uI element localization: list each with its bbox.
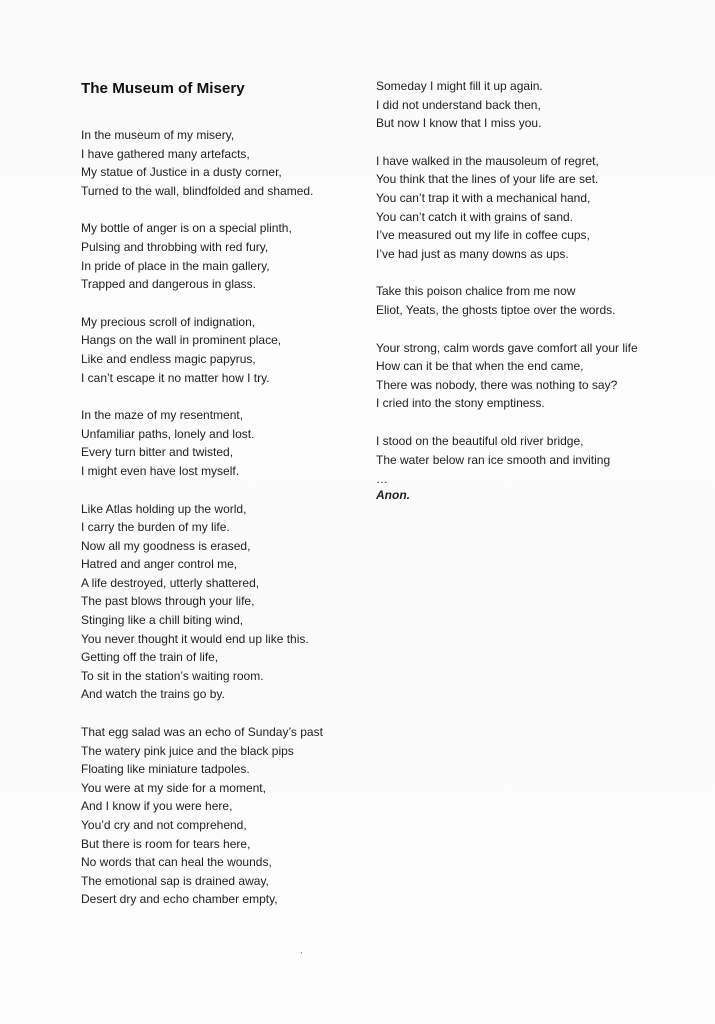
left-stanza (81, 313, 356, 387)
poem-line: In pride of place in the main gallery, (81, 258, 270, 273)
poem-line: I cried into the stony emptiness. (376, 396, 545, 411)
poem-line: Now all my goodness is erased, (81, 538, 251, 553)
poem-line: Stinging like a chill biting wind, (81, 613, 244, 628)
poem-line: My precious scroll of indignation, (81, 314, 256, 329)
poem-line: You’d cry and not comprehend, (81, 818, 247, 832)
poem-line: And I know if you were here, (81, 799, 233, 814)
left-stanza (81, 406, 356, 480)
poem-line: The water below ran ice smooth and inviting (376, 452, 611, 467)
poem-line: My statue of Justice in a dusty corner, (81, 165, 282, 180)
poem-line: Eliot, Yeats, the ghosts tiptoe over the words. (376, 302, 616, 317)
left-stanzas (81, 126, 356, 909)
right-stanza (376, 152, 666, 264)
poem-line: Like and endless magic papyrus, (81, 351, 256, 366)
poem-line: I carry the burden of my life. (81, 520, 230, 535)
poem-line: Like Atlas holding up the world, (81, 501, 247, 516)
poem-line: You were at my side for a moment, (81, 780, 266, 795)
poem-line: In the maze of my resentment, (81, 408, 244, 423)
poem-line: I have gathered many artefacts, (81, 146, 250, 161)
left-column (81, 79, 356, 928)
poem-line: You can’t trap it with a mechanical hand, (376, 190, 591, 205)
poem-line: Trapped and dangerous in glass. (81, 277, 257, 292)
poem-line: A life destroyed, utterly shattered, (81, 575, 260, 590)
poem-line: I might even have lost myself. (81, 463, 240, 478)
poem-line: The past blows through your life, (81, 594, 255, 609)
poem-line: Unfamiliar paths, lonely and lost. (81, 426, 255, 441)
poem-line: My bottle of anger is on a special plinth, (81, 221, 292, 236)
poem-line: You think that the lines of your life are set. (376, 172, 599, 187)
poem-line: I’ve measured out my life in coffee cups, (376, 228, 590, 243)
poem-line: I did not understand back then, (376, 97, 541, 112)
poem-line: I stood on the beautiful old river bridge, (376, 433, 584, 448)
poem-line: And watch the trains go by. (81, 687, 225, 702)
poem-line: Floating like miniature tadpoles. (81, 762, 250, 777)
poem-line: Turned to the wall, blindfolded and shamed. (81, 183, 314, 198)
stray-mark: ˋ (300, 951, 303, 961)
poem-line: Every turn bitter and twisted, (81, 445, 234, 460)
poem-line: Take this poison chalice from me now (376, 284, 576, 299)
ellipsis: … (376, 472, 388, 487)
poem-line: Desert dry and echo chamber empty, (81, 892, 278, 907)
poem-line: You never thought it would end up like this. (81, 631, 309, 646)
poem-title: The Museum of Misery (81, 80, 245, 97)
poem-line: Pulsing and throbbing with red fury, (81, 239, 269, 254)
poem-line: I can’t escape it no matter how I try. (81, 370, 270, 385)
poem-line: The watery pink juice and the black pips (81, 743, 294, 758)
poem-line: Someday I might fill it up again. (376, 79, 543, 93)
right-stanza (376, 432, 666, 469)
poem-line: To sit in the station’s waiting room. (81, 668, 264, 683)
right-stanza (376, 282, 666, 319)
left-stanza (81, 126, 356, 200)
poem-line: But there is room for tears here, (81, 836, 251, 851)
poem-line: In the museum of my misery, (81, 128, 235, 142)
poem-line: Hatred and anger control me, (81, 557, 238, 572)
poem-line: But now I know that I miss you. (376, 116, 542, 131)
left-stanza (81, 219, 356, 293)
poem-line: That egg salad was an echo of Sunday’s past (81, 725, 323, 740)
signature: Anon. (376, 488, 410, 503)
left-stanza (81, 723, 356, 909)
poem-line: Getting off the train of life, (81, 650, 219, 665)
poem-line: Your strong, calm words gave comfort all your life (376, 340, 638, 355)
right-stanza (376, 77, 666, 133)
left-stanza (81, 500, 356, 705)
right-column (376, 77, 666, 504)
poem-line: I have walked in the mausoleum of regret, (376, 153, 599, 168)
poem-line: The emotional sap is drained away, (81, 873, 269, 888)
poem-line: There was nobody, there was nothing to say? (376, 377, 618, 392)
poem-line: Hangs on the wall in prominent place, (81, 333, 282, 348)
poem-line: I’ve had just as many downs as ups. (376, 246, 569, 261)
right-stanza (376, 339, 666, 413)
poem-line: You can’t catch it with grains of sand. (376, 209, 574, 224)
poem-line: No words that can heal the wounds, (81, 855, 272, 870)
right-stanzas (376, 77, 666, 469)
poem-line: How can it be that when the end came, (376, 359, 584, 374)
